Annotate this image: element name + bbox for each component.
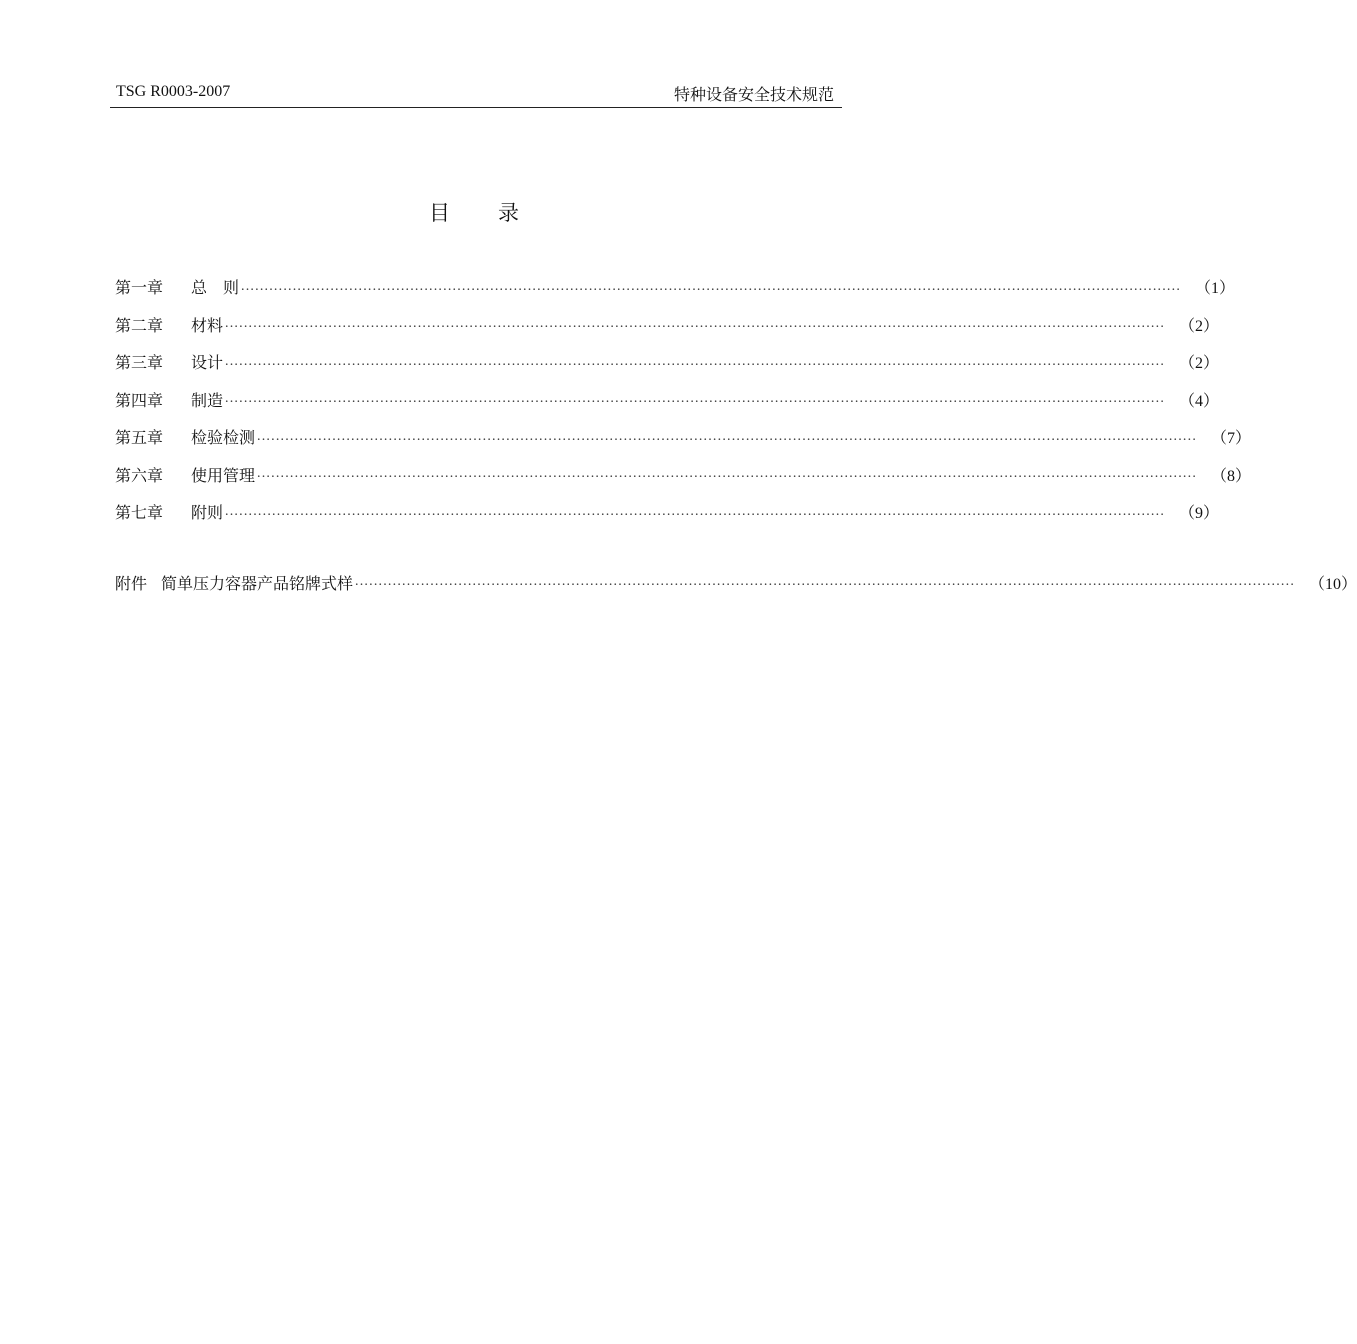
toc-chapter-number: 第七章 — [115, 503, 164, 523]
toc-entry-chapter-1[interactable] — [115, 268, 1236, 306]
toc-entry-chapter-6[interactable] — [115, 456, 1252, 494]
toc-spacer — [115, 531, 840, 564]
toc-appendix-title: 简单压力容器产品铭牌式样 — [161, 573, 354, 593]
toc-chapter-title: 总 则 — [191, 278, 240, 298]
toc-dot-leader: ........................................................................................................................................................................................................ — [225, 316, 1166, 332]
toc-page-number: （10） — [1309, 575, 1357, 593]
toc-entry-chapter-7[interactable] — [115, 493, 1220, 531]
toc-chapter-number: 第一章 — [115, 278, 164, 298]
toc-entry-appendix[interactable] — [115, 564, 1357, 602]
toc-chapter-title: 制造 — [191, 390, 224, 410]
standard-code: TSG R0003-2007 — [116, 83, 231, 100]
toc-appendix-label: 附件 — [115, 573, 148, 593]
toc-dot-leader: ........................................................................................................................................................................................................ — [225, 391, 1166, 407]
toc-chapter-number: 第三章 — [115, 353, 164, 373]
toc-title: 目 录 — [429, 201, 521, 225]
toc-page-number: （1） — [1195, 280, 1236, 298]
toc-chapter-number: 第二章 — [115, 315, 164, 335]
toc-chapter-number: 第五章 — [115, 428, 164, 448]
toc-page-number: （7） — [1211, 430, 1252, 448]
toc-chapter-title: 使用管理 — [191, 465, 256, 485]
toc-entry-chapter-2[interactable] — [115, 306, 1220, 344]
toc-page-number: （2） — [1179, 317, 1220, 335]
toc-dot-leader: ........................................................................................................................................................................................................ — [355, 574, 1296, 590]
toc-chapter-title: 附则 — [191, 503, 224, 523]
toc-chapter-title: 设计 — [191, 353, 224, 373]
toc-chapter-number: 第四章 — [115, 390, 164, 410]
standard-category: 特种设备安全技术规范 — [673, 85, 834, 104]
toc-dot-leader: ........................................................................................................................................................................................................ — [225, 503, 1166, 519]
toc-dot-leader: ........................................................................................................................................................................................................ — [257, 428, 1198, 444]
toc-page-number: （2） — [1179, 355, 1220, 373]
page-header — [110, 80, 842, 108]
toc-chapter-number: 第六章 — [115, 465, 164, 485]
toc-entry-chapter-4[interactable] — [115, 381, 1220, 419]
toc-page-number: （8） — [1211, 467, 1252, 485]
toc-page-number: （9） — [1179, 505, 1220, 523]
toc-chapter-title: 检验检测 — [191, 428, 256, 448]
toc-dot-leader: ........................................................................................................................................................................................................ — [257, 466, 1198, 482]
toc-entry-chapter-5[interactable] — [115, 418, 1252, 456]
toc-page-number: （4） — [1179, 392, 1220, 410]
toc-dot-leader: ........................................................................................................................................................................................................ — [241, 278, 1182, 294]
toc-chapter-title: 材料 — [191, 315, 224, 335]
toc-dot-leader: ........................................................................................................................................................................................................ — [225, 353, 1166, 369]
toc-entry-chapter-3[interactable] — [115, 343, 1220, 381]
table-of-contents — [115, 268, 1357, 601]
